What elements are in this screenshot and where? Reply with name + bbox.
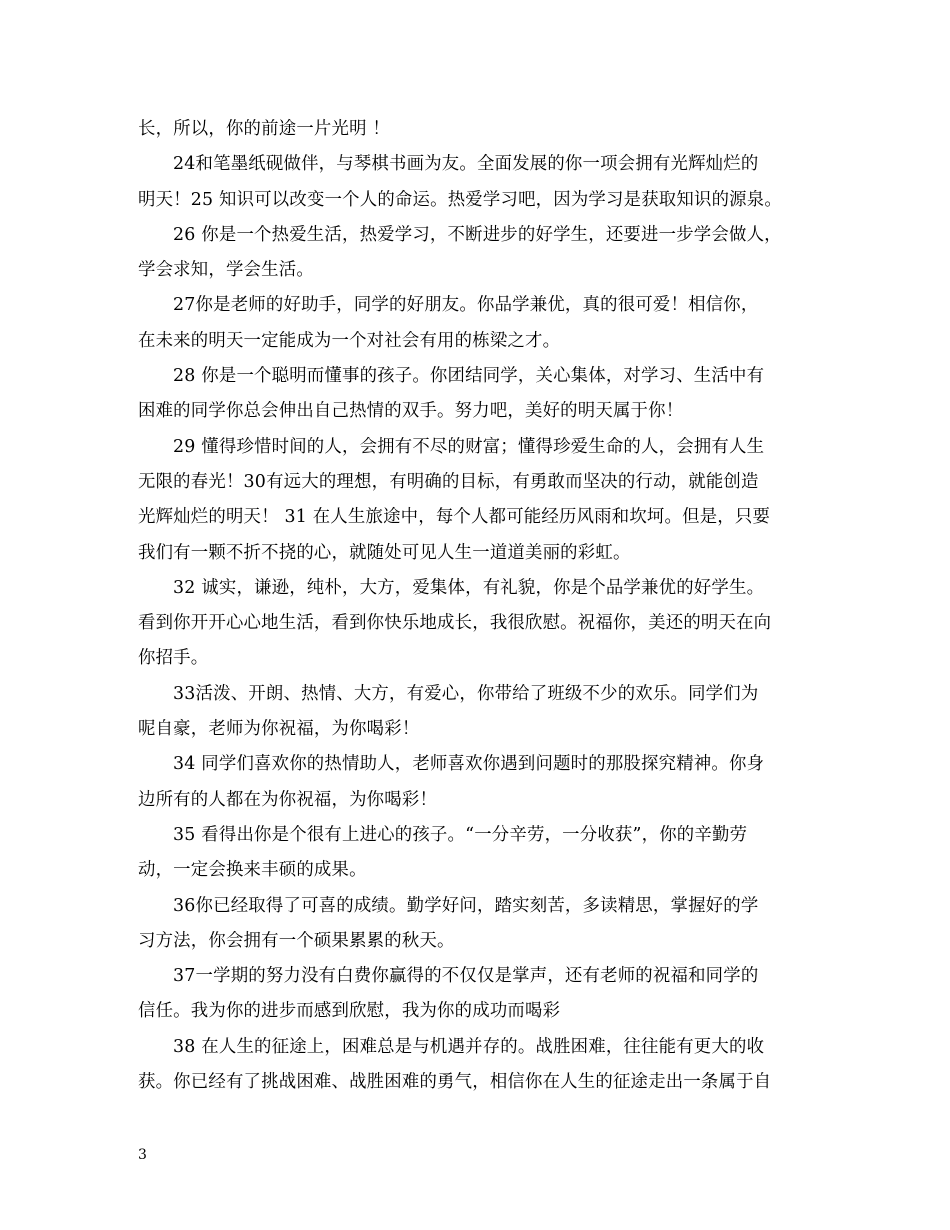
text-line: 信任。我为你的进步而感到欣慰，我为你的成功而喝彩	[138, 1001, 561, 1022]
text-line: 动，一定会换来丰硕的成果。	[138, 860, 367, 881]
text-line: 我们有一颗不折不挠的心，就随处可见人生一道道美丽的彩虹。	[138, 542, 631, 563]
text-line: 获。你已经有了挑战困难、战胜困难的勇气，相信你在人生的征途走出一条属于自	[138, 1072, 772, 1093]
text-line: 看到你开开心心地生活，看到你快乐地成长，我很欣慰。祝福你，美还的明天在向	[138, 613, 772, 634]
text-line: 28 你是一个聪明而懂事的孩子。你团结同学，关心集体，对学习、生活中有	[173, 366, 765, 387]
text-line: 明天！25 知识可以改变一个人的命运。热爱学习吧，因为学习是获取知识的源泉。	[138, 189, 782, 210]
text-line: 呢自豪，老师为你祝福，为你喝彩！	[138, 719, 420, 740]
text-line: 你招手。	[138, 648, 209, 669]
text-line: 38 在人生的征途上，困难总是与机遇并存的。战胜困难，往往能有更大的收	[173, 1036, 765, 1057]
text-line: 无限的春光！30有远大的理想，有明确的目标，有勇敢而坚决的行动，就能创造	[138, 471, 759, 492]
text-line: 27你是老师的好助手，同学的好朋友。你品学兼优，真的很可爱！相信你，	[173, 295, 759, 316]
text-line: 习方法，你会拥有一个硕果累累的秋天。	[138, 930, 455, 951]
text-line: 学会求知，学会生活。	[138, 260, 314, 281]
text-line: 长，所以，你的前途一片光明 ！	[138, 119, 390, 139]
page-number: 3	[138, 1147, 147, 1163]
text-line: 困难的同学你总会伸出自己热情的双手。努力吧，美好的明天属于你！	[138, 401, 684, 422]
body-text	[138, 112, 822, 1100]
text-line: 29 懂得珍惜时间的人，会拥有不尽的财富；懂得珍爱生命的人，会拥有人生	[173, 436, 765, 457]
text-line: 26 你是一个热爱生活，热爱学习，不断进步的好学生，还要进一步学会做人，	[173, 224, 782, 245]
text-line: 在未来的明天一定能成为一个对社会有用的栋梁之才。	[138, 330, 561, 351]
text-line: 34 同学们喜欢你的热情助人，老师喜欢你遇到问题时的那股探究精神。你身	[173, 754, 765, 775]
text-line: 33活泼、开朗、热情、大方，有爱心，你带给了班级不少的欢乐。同学们为	[173, 683, 759, 704]
text-line: 边所有的人都在为你祝福，为你喝彩！	[138, 789, 438, 810]
text-line: 32 诚实，谦逊，纯朴，大方，爱集体，有礼貌，你是个品学兼优的好学生。	[173, 577, 765, 598]
text-line: 36你已经取得了可喜的成绩。勤学好问，踏实刻苦，多读精思，掌握好的学	[173, 895, 759, 916]
text-line: 24和笔墨纸砚做伴，与琴棋书画为友。全面发展的你一项会拥有光辉灿烂的	[173, 154, 759, 175]
text-line: 35 看得出你是个很有上进心的孩子。“一分辛劳，一分收获”，你的辛勤劳	[173, 824, 748, 845]
text-line: 光辉灿烂的明天！ 31 在人生旅途中，每个人都可能经历风雨和坎坷。但是，只要	[138, 507, 771, 528]
text-line: 37一学期的努力没有白费你赢得的不仅仅是掌声，还有老师的祝福和同学的	[173, 966, 759, 987]
